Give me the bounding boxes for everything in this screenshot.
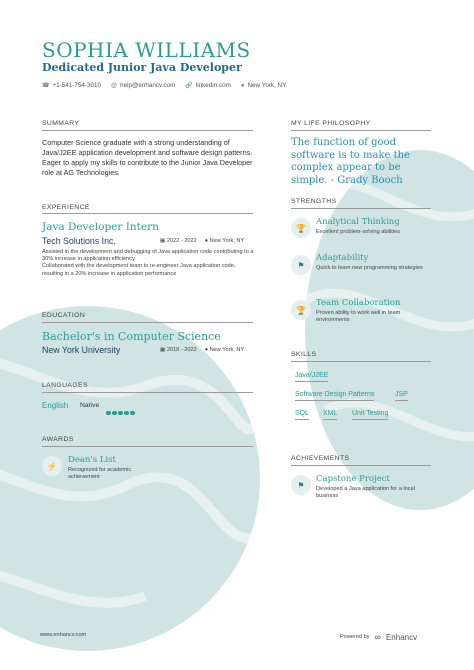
location-text: New York, NY [247, 82, 287, 89]
candidate-name: SOPHIA WILLIAMS [42, 38, 251, 62]
linkedin-text: linkedin.com [195, 82, 231, 89]
education-meta [160, 347, 244, 354]
skill-tag: Java/J2EE [295, 372, 328, 382]
link-icon: 🔗 [185, 83, 193, 89]
skill-tag: Software Design Patterns [295, 391, 374, 401]
brand-name: Enhancv [385, 632, 418, 642]
strength-title: Analytical Thinking [316, 217, 400, 227]
skill-tag: SQL [295, 410, 309, 420]
powered-by-text: Powered by [340, 634, 370, 640]
rating-dot [130, 411, 135, 416]
awards-divider [42, 446, 253, 447]
education-location: New York, NY [209, 347, 245, 353]
flag-icon: ⚑ [291, 475, 311, 495]
education-heading: EDUCATION [42, 312, 86, 319]
strength-desc: Excellent problem-solving abilities [316, 229, 400, 235]
skills-heading: SKILLS [291, 351, 317, 358]
phone-icon: ☎ [42, 83, 50, 89]
lightning-icon: ⚡ [42, 456, 62, 476]
trophy-icon: 🏆 [291, 218, 311, 238]
languages-divider [42, 392, 253, 393]
experience-bullet: Assisted in the development and debugging of Java application code contributing to a 30% increase in application efficiency [42, 249, 254, 263]
award-desc: Recognized for academic achievement [68, 467, 132, 481]
rating-dot [112, 411, 117, 416]
summary-divider [42, 130, 253, 131]
skills-divider [291, 361, 431, 362]
language-name: English [42, 401, 69, 410]
at-icon: @ [110, 82, 118, 89]
education-school: New York University [42, 345, 121, 355]
contact-email[interactable] [111, 82, 175, 89]
strengths-divider [291, 208, 431, 209]
experience-bullets [42, 249, 257, 278]
skill-tag: JSP [395, 391, 408, 401]
experience-role: Java Developer Intern [42, 221, 159, 233]
experience-divider [42, 213, 253, 214]
rating-dot [124, 411, 129, 416]
experience-company: Tech Solutions Inc. [42, 236, 116, 246]
location-pin-icon: ● [204, 238, 210, 244]
job-title: Dedicated Junior Java Developer [42, 61, 242, 74]
flag-icon: ⚑ [291, 255, 311, 275]
language-rating [106, 402, 136, 420]
calendar-icon: ▦ [160, 347, 167, 353]
email-text: help@enhancv.com [120, 82, 176, 89]
awards-heading: AWARDS [42, 436, 74, 443]
footer-website[interactable]: www.enhancv.com [40, 632, 87, 638]
footer-brand [340, 632, 417, 642]
experience-bullet: Collaborated with the development team to re-engineer Java application code, resulting in a 20% increase in application performance [42, 263, 236, 277]
summary-heading: SUMMARY [42, 120, 80, 127]
award-title: Dean's List [68, 455, 116, 465]
trophy-icon: 🏆 [291, 300, 311, 320]
achievements-divider [291, 465, 431, 466]
education-dates: 2018 - 2022 [166, 347, 197, 353]
location-pin-icon: ● [240, 82, 245, 89]
contact-phone[interactable] [42, 82, 101, 89]
experience-heading: EXPERIENCE [42, 204, 90, 211]
experience-meta [160, 238, 244, 245]
contact-linkedin[interactable] [185, 82, 230, 89]
strength-desc: Proven ability to work well in team environments [316, 310, 401, 324]
rating-dot [118, 411, 123, 416]
education-divider [42, 322, 253, 323]
education-degree: Bachelor's in Computer Science [42, 330, 221, 343]
contact-location [241, 82, 286, 89]
contact-row [42, 82, 286, 89]
strength-title: Team Collaboration [316, 298, 401, 308]
strengths-heading: STRENGTHS [291, 198, 337, 205]
philosophy-divider [291, 130, 431, 131]
summary-text: Computer Science graduate with a strong understanding of Java/J2EE application development and software design patterns. Eager to apply my skills to contribute to the Junior Java Developer role at AG Technologies. [42, 138, 253, 177]
skill-tag: Unit Testing [352, 410, 388, 420]
enhancv-logo-icon: ∞ [374, 632, 381, 642]
experience-location: New York, NY [209, 238, 245, 244]
achievement-desc: Developed a Java application for a local business [316, 486, 415, 500]
philosophy-heading: MY LIFE PHILOSOPHY [291, 120, 371, 127]
rating-dot [106, 411, 111, 416]
language-level: Native [80, 402, 100, 409]
achievement-title: Capstone Project [316, 474, 390, 484]
calendar-icon: ▦ [160, 238, 167, 244]
achievements-heading: ACHIEVEMENTS [291, 455, 350, 462]
languages-heading: LANGUAGES [42, 382, 88, 389]
strength-desc: Quick to learn new programming strategies [316, 265, 423, 271]
philosophy-quote: The function of good software is to make the complex appear to be simple. - Grady Booch [291, 137, 410, 186]
experience-dates: 2022 - 2022 [166, 238, 197, 244]
skill-tag: XML [323, 410, 337, 420]
location-pin-icon: ● [204, 347, 210, 353]
phone-text: +1-541-754-3010 [52, 82, 101, 89]
strength-title: Adaptability [316, 253, 369, 263]
